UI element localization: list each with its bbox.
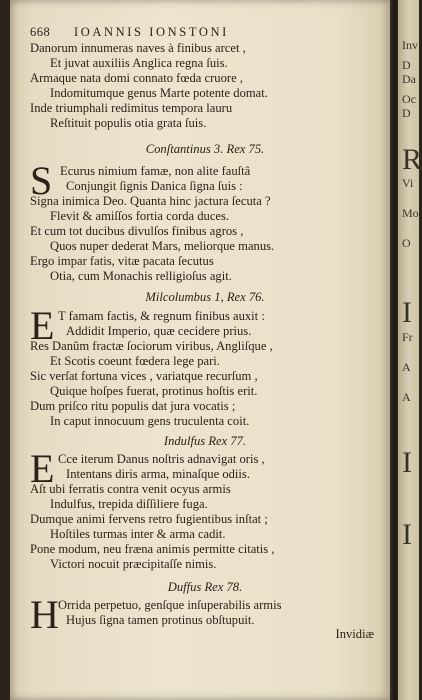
facing-fragment: I xyxy=(402,518,412,551)
section-heading: Milcolumbus 1, Rex 76. xyxy=(145,290,265,304)
book-gutter xyxy=(390,0,398,700)
verse-line: Intentans diris arma, minaſque odiis. xyxy=(66,467,250,481)
verse-line: Orrida perpetuo, genſque inſuperabilis armis xyxy=(58,598,282,612)
verse-line: Et Scotis coeunt fœdera lege pari. xyxy=(50,354,220,368)
verse-line: Addidit Imperio, quæ cecidere prius. xyxy=(66,324,252,338)
verse-line: Pone modum, neu fræna animis permitte citatis , xyxy=(30,542,275,556)
verse-line: Reſtituit populis otia grata ſuis. xyxy=(50,116,207,130)
verse-line: Conjungit ſignis Danica ſigna ſuis : xyxy=(66,179,243,193)
facing-fragment: A xyxy=(402,360,411,374)
verse-line: Indomitumque genus Marte potente domat. xyxy=(50,86,268,100)
facing-fragment: D xyxy=(402,58,411,72)
facing-fragment: I xyxy=(402,446,412,479)
verse-line: Hoſtiles turmas inter & arma cadit. xyxy=(50,527,226,541)
drop-cap: E xyxy=(30,446,55,491)
verse-line: Flevit & amiſſos fortia corda duces. xyxy=(50,209,230,223)
verse-line: Hujus ſigna tamen protinus obſtupuit. xyxy=(66,613,255,627)
verse-line: Aſt ubi ferratis contra venit ocyus armis xyxy=(30,482,231,496)
drop-cap: S xyxy=(30,158,53,203)
verse-line: Res Danûm fractæ ſociorum viribus, Angliſque , xyxy=(30,339,273,353)
facing-fragment: Vi xyxy=(402,176,414,190)
facing-fragment: Oc xyxy=(402,92,416,106)
facing-fragment: I xyxy=(402,296,412,329)
section-heading: Duffus Rex 78. xyxy=(167,580,243,594)
drop-cap: H xyxy=(30,592,59,637)
facing-fragment: R xyxy=(402,143,422,176)
facing-page-edge xyxy=(398,0,422,700)
verse-line: Cce iterum Danus noſtris adnavigat oris , xyxy=(58,452,265,466)
facing-fragment: Da xyxy=(402,72,416,86)
verse-line: Ecurus nimium famæ, non alite fauſtâ xyxy=(60,164,251,178)
facing-fragment: Mo xyxy=(402,206,419,220)
verse-line: Otia, cum Monachis relligioſus agit. xyxy=(50,269,232,283)
running-title: IOANNIS IONSTONI xyxy=(73,25,229,39)
section-heading: Conſtantinus 3. Rex 75. xyxy=(145,142,265,156)
facing-fragment: D xyxy=(402,106,411,120)
verse-line: Dumque animi fervens retro fugientibus inſtat ; xyxy=(30,512,268,526)
verse-line: Et cum tot ducibus divulſos finibus agros , xyxy=(30,224,244,238)
running-head xyxy=(30,25,380,40)
verse-line: Danorum innumeras naves à finibus arcet , xyxy=(30,41,246,55)
verse-line: Armaque nata domi connato fœda cruore , xyxy=(30,71,243,85)
verse-line: Quos nuper dederat Mars, meliorque manus. xyxy=(50,239,275,253)
verse-line: Quique hoſpes fuerat, protinus hoſtis erit. xyxy=(50,384,258,398)
section-heading: Indulfus Rex 77. xyxy=(163,434,247,448)
verse-line: Dum priſco ritu populis dat jura vocatis ; xyxy=(30,399,236,413)
page-number: 668 xyxy=(30,25,51,39)
verse-line: Sic verſat fortuna vices , variatque recurſum , xyxy=(30,369,258,383)
verse-line: Signa inimica Deo. Quanta hinc jactura ſecuta ? xyxy=(30,194,271,208)
verse-line: Inde triumphali redimitus tempora lauru xyxy=(30,101,233,115)
verse-line: T famam factis, & regnum finibus auxit : xyxy=(58,309,265,323)
drop-cap: E xyxy=(30,303,55,348)
facing-fragment: A xyxy=(402,390,411,404)
facing-fragment: Fr xyxy=(402,330,413,344)
facing-fragment: Inv xyxy=(402,38,418,52)
facing-fragment: O xyxy=(402,236,411,250)
verse-line: Et juvat auxiliis Anglica regna ſuis. xyxy=(50,56,228,70)
verse-line: Victori nocuit præcipitaſſe nimis. xyxy=(50,557,217,571)
verse-line: In caput innocuum gens truculenta coit. xyxy=(50,414,250,428)
verse-line: Indulfus, trepida diſſiliere fuga. xyxy=(50,497,208,511)
verse-line: Ergo impar fatis, vitæ pacata ſecutus xyxy=(30,254,214,268)
catchword: Invidiæ xyxy=(335,627,374,641)
